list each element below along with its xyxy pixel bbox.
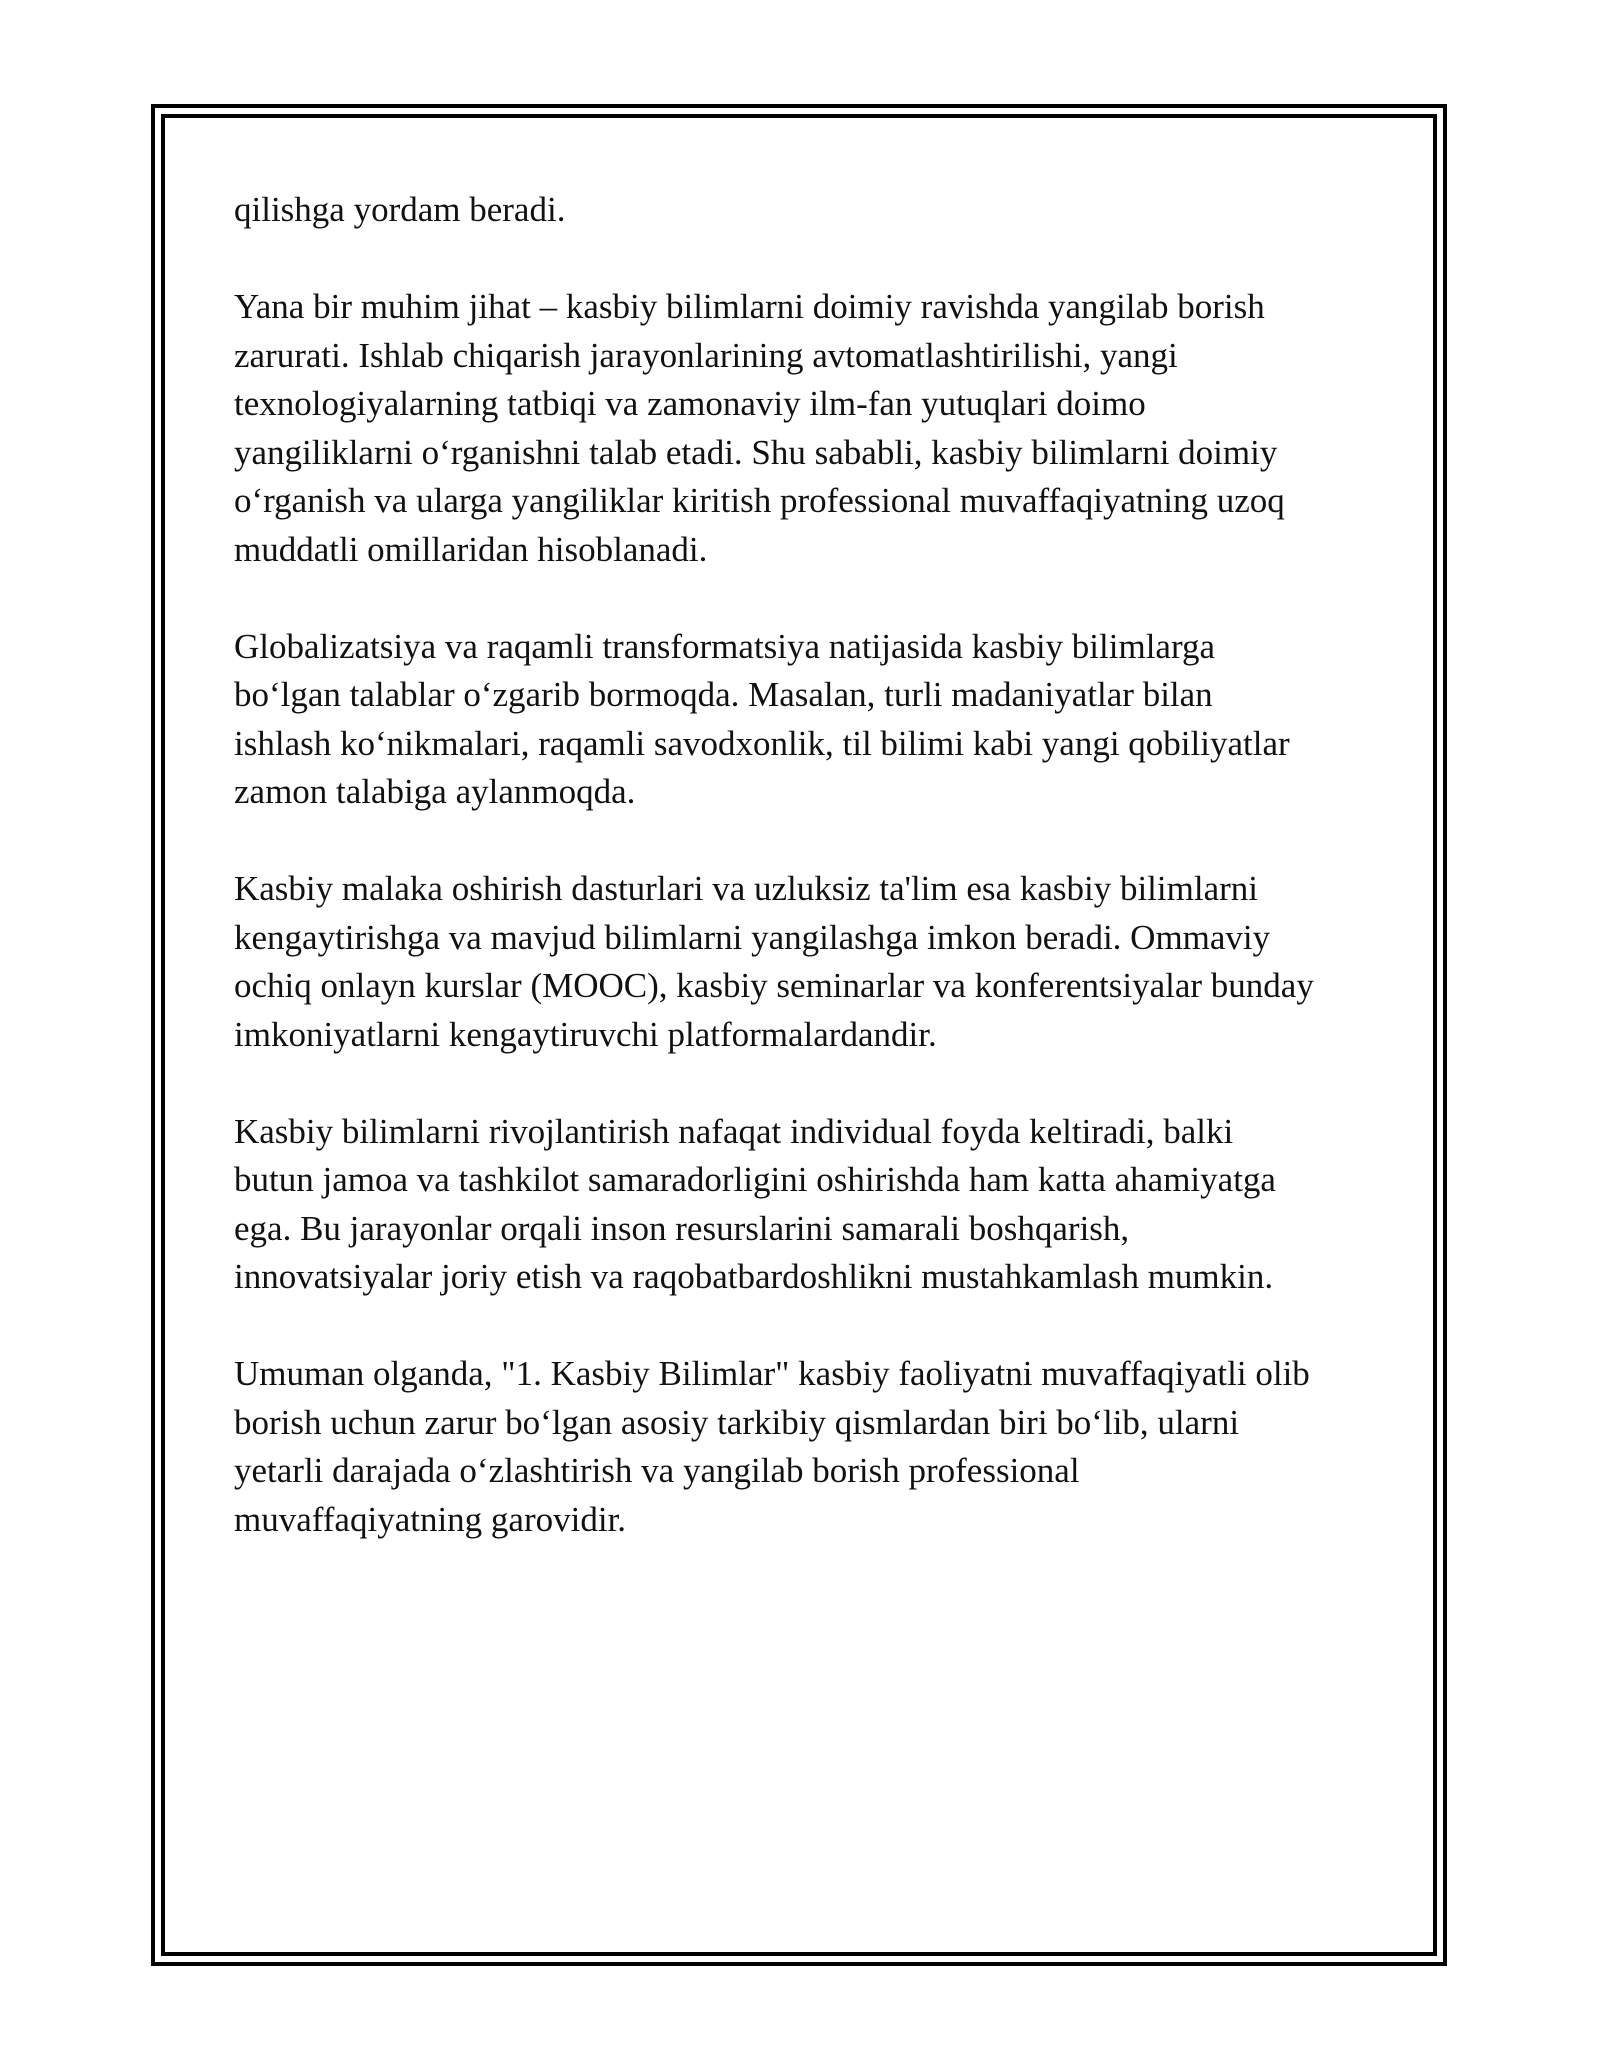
paragraph-line: muddatli omillaridan hisoblanadi. xyxy=(234,529,708,569)
paragraph-line: yetarli darajada oʻzlashtirish va yangilab borish professional xyxy=(234,1451,1080,1490)
paragraph-line: Kasbiy malaka oshirish dasturlari va uzluksiz ta'lim esa kasbiy bilimlarni xyxy=(234,869,1258,908)
paragraph-line: zarurati. Ishlab chiqarish jarayonlarining avtomatlashtirilishi, yangi xyxy=(234,335,1178,375)
paragraph-line: ishlash koʻnikmalari, raqamli savodxonlik, til bilimi kabi yangi qobiliyatlar xyxy=(234,723,1290,763)
paragraph-line: Kasbiy bilimlarni rivojlantirish nafaqat individual foyda keltiradi, balki xyxy=(234,1111,1234,1151)
paragraph-line: kengaytirishga va mavjud bilimlarni yangilashga imkon beradi. Ommaviy xyxy=(234,917,1271,957)
paragraph-line: qilishga yordam beradi. xyxy=(234,190,566,229)
paragraph-6 xyxy=(234,1350,1384,1544)
paragraph-line: Umuman olganda, "1. Kasbiy Bilimlar" kasbiy faoliyatni muvaffaqiyatli olib xyxy=(234,1354,1310,1393)
paragraph-line: Yana bir muhim jihat – kasbiy bilimlarni doimiy ravishda yangilab borish xyxy=(234,287,1265,326)
paragraph-line: ega. Bu jarayonlar orqali inson resurslarini samarali boshqarish, xyxy=(234,1208,1130,1248)
paragraph-line: ochiq onlayn kurslar (MOOC), kasbiy seminarlar va konferentsiyalar bunday xyxy=(234,966,1314,1005)
paragraph-line: oʻrganish va ularga yangiliklar kiritish professional muvaffaqiyatning uzoq xyxy=(234,481,1285,520)
paragraph-line: zamon talabiga aylanmoqda. xyxy=(234,772,636,811)
paragraph-4 xyxy=(234,865,1384,1059)
paragraph-1 xyxy=(234,186,1384,235)
paragraph-line: Globalizatsiya va raqamli transformatsiya natijasida kasbiy bilimlarga xyxy=(234,626,1216,666)
paragraph-line: innovatsiyalar joriy etish va raqobatbardoshlikni mustahkamlash mumkin. xyxy=(234,1257,1274,1296)
paragraph-line: yangiliklarni oʻrganishni talab etadi. Shu sababli, kasbiy bilimlarni doimiy xyxy=(234,432,1278,472)
paragraph-2 xyxy=(234,283,1384,574)
document-body xyxy=(234,186,1384,1593)
paragraph-line: butun jamoa va tashkilot samaradorligini oshirishda ham katta ahamiyatga xyxy=(234,1160,1276,1199)
paragraph-line: muvaffaqiyatning garovidir. xyxy=(234,1499,627,1539)
paragraph-3 xyxy=(234,623,1384,817)
paragraph-line: texnologiyalarning tatbiqi va zamonaviy ilm-fan yutuqlari doimo xyxy=(234,384,1146,423)
paragraph-line: borish uchun zarur boʻlgan asosiy tarkibiy qismlardan biri boʻlib, ularni xyxy=(234,1402,1240,1442)
paragraph-line: boʻlgan talablar oʻzgarib bormoqda. Masalan, turli madaniyatlar bilan xyxy=(234,675,1213,714)
paragraph-line: imkoniyatlarni kengaytiruvchi platformalardandir. xyxy=(234,1014,937,1054)
paragraph-5 xyxy=(234,1108,1384,1302)
